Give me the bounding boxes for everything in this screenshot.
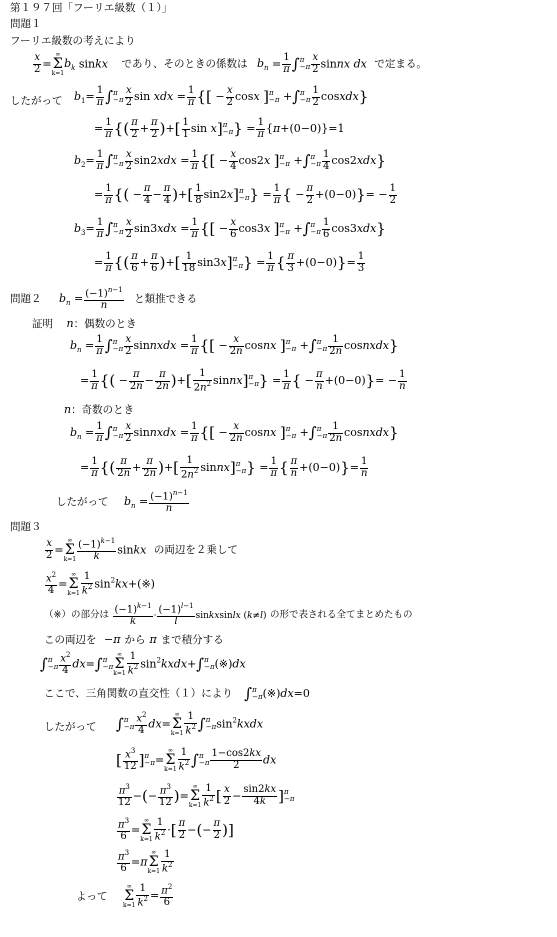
orthogonality-text: ここで、三角関数の直交性（１）により (44, 687, 233, 700)
proof-label: 証明 (32, 318, 53, 330)
problem3-heading: 問題３ (10, 521, 42, 533)
kome-description: の形で表される全てまとめたもの (269, 609, 413, 621)
hence-label: よって (76, 890, 108, 903)
problem2-heading: 問題２ (10, 293, 42, 306)
b3-line2: = $\frac{1}{\pi}$ {( $\frac{\pi}{6}$ + $\frac{\pi}{6}$ )+[ $\frac{1}{18}$ sin3x] π −π } = $\frac{1}{\pi}$ { $\frac{\pi}{3}$ +(0−0)}= $\frac{1}{3}$ (94, 251, 365, 274)
kome-explanation: （※）の部分は $\frac{(-1)^{k-1}}{k}$ · $\frac{(-1)^{l-1}}{l}$ sinkxsinlx (k≠l) の形で表される全てまとめたもの (44, 602, 413, 627)
therefore-label-2: したがって (56, 496, 109, 509)
problem2-conclusion: したがって $b_n$ = $\frac{(-1)^{n-1}}{n}$ (56, 489, 188, 514)
p3-step1: ∫ π −π $\frac{x^2}{4}$ dx= ∞ Σ k=1 $\frac{1}{k^2}$ ∫ π −π $\sin^2kxdx$ (116, 711, 264, 737)
b2-line1: $b_2=$ $\frac{1}{\pi}$ ∫ π −π $\frac{x}{2}$ sin2xdx = $\frac{1}{\pi}$ {[ − $\frac{x}{4}$ cos2x ] π −π +∫ π −π $\frac{1}{4}$ cos2xdx} (74, 149, 386, 172)
b2-result: = − (365, 188, 388, 201)
case-odd-label: ：奇数のとき (71, 404, 135, 416)
even-line1: $b_n$ = $\frac{1}{\pi}$ ∫ π −π $\frac{x}{2}$ sinnxdx = $\frac{1}{\pi}$ {[ − $\frac{x}{2n}$ cosnx ] π −π +∫ π −π $\frac{1}{2n}$ cosnxdx} (70, 334, 399, 357)
problem1-intro: フーリエ級数の考えにより (10, 35, 136, 47)
kome-term: +(※) (127, 577, 155, 591)
final-result: よって ∞ Σ k=1 $\frac{1}{k^2}$ = $\frac{\pi^2}{6}$ (76, 883, 173, 909)
integrate-post: まで積分する (160, 634, 224, 646)
integrate-mid: から (124, 634, 146, 646)
integrate-instruction: この両辺を −π から π まで積分する (44, 633, 224, 646)
p3-squared: $\frac{x^2}{4}$ = ∞ Σ k=1 $\frac{1}{k^2}$ $\sin^2kx+(※)$ (46, 571, 155, 597)
definition-end-text: で定まる。 (374, 58, 427, 71)
square-both-sides-text: の両辺を２乗して (153, 544, 238, 557)
page-title: 第１９７回「フーリエ級数（１）」 (10, 2, 173, 14)
p3-step4: $\frac{\pi^3}{6}$ = ∞ Σ k=1 $\frac{1}{k^2}$ ·[ $\frac{\pi}{2}$ −(− $\frac{\pi}{2}$ )] (118, 817, 234, 843)
p3-step2: [ $\frac{x^3}{12}$ ] π −π = ∞ Σ k=1 $\frac{1}{k^2}$ ∫ π −π $\frac{1-\cos 2kx}{2}$ dx (116, 747, 277, 773)
p3-integral-eq: ∫ π −π $\frac{x^2}{4}$ dx=∫ π −π ∞ Σ k=1 $\frac{1}{k^2}$ $\sin^2kxdx+\int$ π −π (※)dx (40, 651, 246, 677)
p3-step3: $\frac{\pi^3}{12}$ −(− $\frac{\pi^3}{12}$ )= ∞ Σ k=1 $\frac{1}{k^2}$ [ $\frac{x}{2}$ − $\frac{\sin 2kx}{4k}$ ] π −π (118, 783, 295, 809)
integrate-pre: この両辺を (44, 634, 97, 646)
problem2-tail: と類推できる (134, 293, 198, 306)
case-even-label: ：偶数のとき (73, 318, 137, 330)
problem2-line: 問題２ $b_n$ = $\frac{(-1)^{n-1}}{n}$ と類推できる (10, 286, 198, 311)
proof-odd-label: n：奇数のとき (64, 403, 135, 416)
odd-line1: $b_n$ = $\frac{1}{\pi}$ ∫ π −π $\frac{x}{2}$ sinnxdx = $\frac{1}{\pi}$ {[ − $\frac{x}{2n}$ cosnx ] π −π +∫ π −π $\frac{1}{2n}$ cosnxdx} (70, 421, 399, 444)
b3-line1: $b_3=$ $\frac{1}{\pi}$ ∫ π −π $\frac{x}{2}$ sin3xdx = $\frac{1}{\pi}$ {[ − $\frac{x}{6}$ cos3x ] π −π +∫ π −π $\frac{1}{6}$ cos3xdx} (74, 217, 386, 240)
b1-line2: = $\frac{1}{\pi}$ {( $\frac{\pi}{2}$ + $\frac{\pi}{2}$ )+[ $\frac{1}{1}$ sin x] π −π } = $\frac{1}{\pi}$ {π+(0−0)}=1 (94, 117, 345, 140)
fourier-definition: $\frac{x}{2}$ = ∞ Σ k=1 $b_k$ sinkx であり、そのときの係数は $b_n$ = $\frac{1}{\pi}$ ∫ π −π $\frac{x}{2}$ sinnx dx で定まる。 (34, 51, 427, 77)
definition-mid-text: であり、そのときの係数は (121, 58, 248, 71)
even-line2: = $\frac{1}{\pi}$ {( − $\frac{\pi}{2n}$ − $\frac{\pi}{2n}$ )+[ $\frac{1}{2n^2}$ sinnx] π −π } = $\frac{1}{\pi}$ { − $\frac{\pi}{n}$ +(0−0)}= − $\frac{1}{n}$ (80, 368, 406, 393)
therefore-label: したがって (10, 95, 63, 107)
b2-line2: = $\frac{1}{\pi}$ {( − $\frac{\pi}{4}$ − $\frac{\pi}{4}$ )+[ $\frac{1}{8}$ sin2x] π −π } = $\frac{1}{\pi}$ { − $\frac{\pi}{2}$ +(0−0)}= − $\frac{1}{2}$ (94, 183, 396, 206)
problem1-heading: 問題１ (10, 18, 42, 30)
b1-line1: $b_1=$ $\frac{1}{\pi}$ ∫ π −π $\frac{x}{2}$ sin xdx = $\frac{1}{\pi}$ {[ − $\frac{x}{2}$ cosx ] π −π +∫ π −π $\frac{1}{2}$ cosxdx} (74, 85, 369, 108)
b3-result: = (346, 256, 356, 269)
orthogonality-line: ここで、三角関数の直交性（１）により ∫ π −π (※)dx=0 (44, 684, 310, 702)
odd-line2: = $\frac{1}{\pi}$ {( $\frac{\pi}{2n}$ + $\frac{\pi}{2n}$ )+[ $\frac{1}{2n^2}$ sinnx] π −π } = $\frac{1}{\pi}$ { $\frac{\pi}{n}$ +(0−0)}= $\frac{1}{n}$ (80, 455, 368, 480)
kome-label: （※）の部分は (44, 609, 109, 621)
p3-series: $\frac{x}{2}$ = ∞ Σ k=1 $\frac{(-1)^{k-1}}{k}$ sinkx の両辺を２乗して (46, 537, 238, 563)
b1-result: =1 (328, 122, 345, 135)
therefore-label-3: したがって (44, 721, 97, 733)
p3-step5: $\frac{\pi^3}{6}$ =π ∞ Σ k=1 $\frac{1}{k^2}$ (118, 849, 173, 875)
proof-even-label: 証明 n：偶数のとき (32, 317, 137, 330)
